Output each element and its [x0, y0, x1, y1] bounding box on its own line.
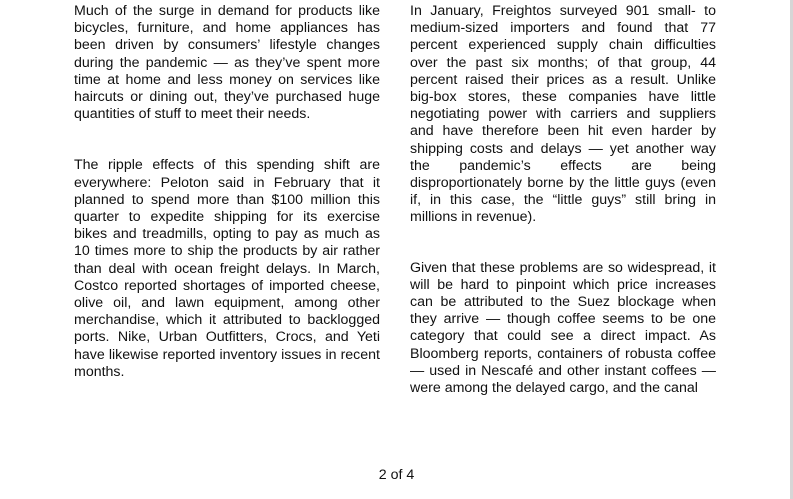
paragraph: Given that these problems are so widespread, it will be hard to pinpoint which price increases can be attributed to the Suez blockage when they arrive — though coffee seems to be one category that could see a direct impact. As Bloomberg reports, containers of robusta coffee — used in Nescafé and other instant coffees — were among the delayed cargo, and the canal	[410, 259, 716, 397]
paragraph: In January, Freightos surveyed 901 small- to medium-sized importers and found that 77 percent experienced supply chain difficulties over the past six months; of that group, 44 percent raised their prices as a result. Unlike big-box stores, these companies have little negotiating power with carriers and suppliers and have therefore been hit even harder by shipping costs and delays — yet another way the pandemic’s effects are being disproportionately borne by the little guys (even if, in this case, the “little guys” still bring in millions in revenue).	[410, 3, 716, 226]
page-number: 2 of 4	[378, 467, 415, 483]
left-column	[74, 3, 380, 381]
paragraph: The ripple effects of this spending shift are everywhere: Peloton said in February that it planned to spend more than $100 million this quarter to expedite shipping for its exercise bikes and treadmills, opting to pay as much as 10 times more to ship the products by air rather than deal with ocean freight delays. In March, Costco reported shortages of imported cheese, olive oil, and lawn equipment, among other merchandise, which it attributed to backlogged ports. Nike, Urban Outfitters, Crocs, and Yeti have likewise reported inventory issues in recent months.	[74, 157, 380, 380]
right-column	[410, 3, 716, 397]
paragraph: Much of the surge in demand for products like bicycles, furniture, and home appliances has been driven by consumers’ lifestyle changes during the pandemic — as they’ve spent more time at home and less money on services like haircuts or dining out, they’ve purchased huge quantities of stuff to meet their needs.	[74, 3, 380, 123]
